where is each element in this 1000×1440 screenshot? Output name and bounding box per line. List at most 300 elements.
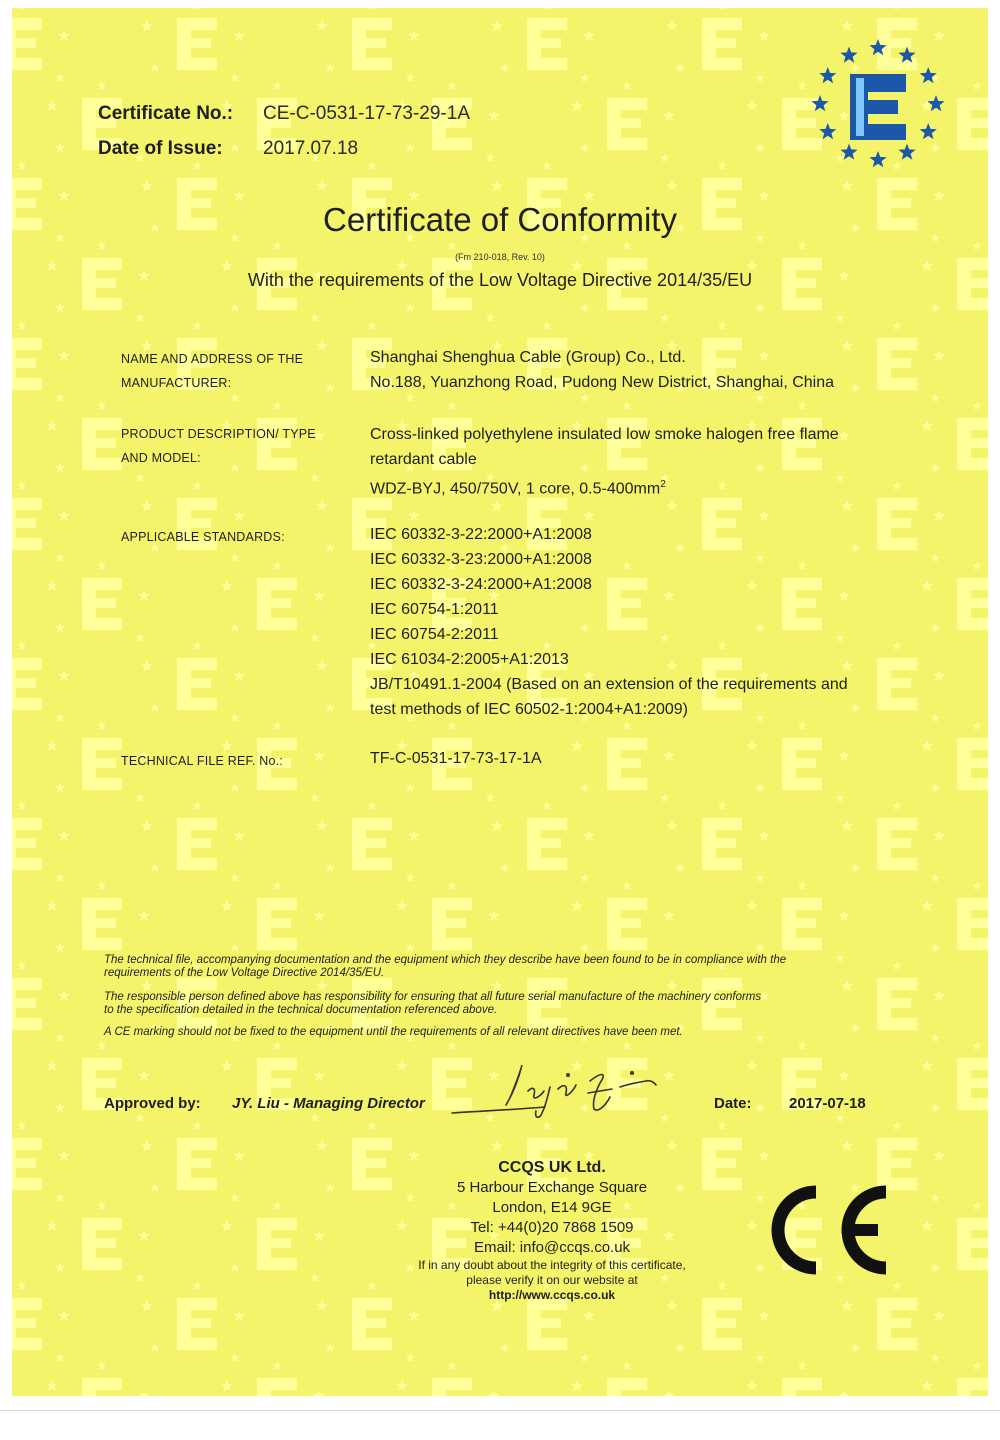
watermark-star — [141, 20, 152, 31]
ce-marking-note: A CE marking should not be fixed to the equipment until the requirements of all relevant directives have been met. — [104, 1026, 683, 1038]
watermark-star — [313, 1390, 324, 1396]
watermark-star — [192, 1121, 202, 1130]
watermark-e — [82, 578, 122, 630]
watermark-star — [850, 863, 860, 872]
watermark-star — [325, 1183, 335, 1192]
approver-name: JY. Liu - Managing Director — [232, 1095, 425, 1112]
watermark-star — [135, 1113, 145, 1122]
product-value — [370, 422, 839, 501]
watermark-e — [352, 818, 392, 870]
watermark-star — [396, 900, 407, 911]
watermark-star — [17, 481, 27, 490]
watermark-star — [141, 980, 152, 991]
watermark-star — [150, 703, 160, 712]
watermark-star — [797, 721, 807, 730]
watermark-star — [97, 1201, 107, 1210]
watermark-star — [491, 20, 502, 31]
watermark-star — [17, 161, 27, 170]
watermark-e — [12, 658, 42, 710]
watermark-e — [702, 1298, 742, 1350]
page-edge-line — [0, 1410, 1000, 1411]
issuer-website: http://www.ccqs.co.uk — [488, 1288, 616, 1302]
watermark-star — [580, 783, 590, 792]
form-reference: (Fm 210-018, Rev. 10) — [455, 252, 545, 262]
watermark-star — [583, 1310, 594, 1321]
watermark-star — [221, 900, 232, 911]
watermark-star — [580, 873, 590, 882]
watermark-star — [46, 1220, 57, 1231]
watermark-star — [17, 8, 27, 10]
watermark-star — [272, 81, 282, 90]
ce-mark-icon — [756, 1180, 896, 1280]
watermark-star — [930, 1193, 940, 1202]
watermark-star — [46, 740, 57, 751]
watermark-star — [663, 1390, 674, 1396]
watermark-star — [316, 660, 327, 671]
watermark-e — [82, 1218, 122, 1270]
watermark-star — [892, 1121, 902, 1130]
watermark-star — [230, 623, 240, 632]
watermark-star — [272, 1201, 282, 1210]
watermark-star — [135, 633, 145, 642]
watermark-star — [580, 303, 590, 312]
watermark-star — [583, 510, 594, 521]
logo-star-icon — [869, 39, 886, 55]
watermark-star — [892, 481, 902, 490]
watermark-star — [921, 740, 932, 751]
watermark-star — [58, 190, 69, 201]
watermark-star — [233, 510, 244, 521]
watermark-star — [135, 313, 145, 322]
watermark-star — [97, 81, 107, 90]
watermark-e — [12, 18, 42, 70]
watermark-star — [58, 30, 69, 41]
watermark-star — [660, 1113, 670, 1122]
watermark-star — [408, 1310, 419, 1321]
watermark-star — [272, 241, 282, 250]
watermark-e — [957, 898, 988, 950]
logo-star-icon — [819, 67, 836, 83]
standard-item: IEC 60754-2:2011 — [370, 626, 499, 643]
watermark-star — [313, 750, 324, 761]
verification-note: please verify it on our website at — [466, 1273, 638, 1287]
watermark-e — [877, 818, 917, 870]
watermark-star — [666, 980, 677, 991]
watermark-star — [316, 20, 327, 31]
watermark-star — [230, 1193, 240, 1202]
watermark-star — [141, 180, 152, 191]
watermark-star — [542, 321, 552, 330]
watermark-e — [782, 898, 822, 950]
watermark-star — [933, 190, 944, 201]
watermark-star — [233, 1310, 244, 1321]
watermark-star — [755, 943, 765, 952]
watermark-star — [797, 81, 807, 90]
product-label — [121, 422, 316, 470]
watermark-star — [55, 303, 65, 312]
watermark-star — [310, 1273, 320, 1282]
note-line: The technical file, accompanying documentation and the equipment which they describe have been found to be in compliance with the — [104, 954, 787, 966]
watermark-star — [758, 1310, 769, 1321]
logo-star-icon — [840, 47, 857, 63]
manufacturer-label — [121, 347, 303, 395]
watermark-e — [257, 898, 297, 950]
issuer-telephone: Tel: +44(0)20 7868 1509 — [470, 1219, 634, 1236]
watermark-star — [755, 1353, 765, 1362]
watermark-e — [12, 818, 42, 870]
watermark-star — [97, 1361, 107, 1370]
watermark-star — [717, 8, 727, 10]
watermark-star — [58, 1310, 69, 1321]
watermark-star — [663, 110, 674, 121]
watermark-star — [921, 1380, 932, 1391]
watermark-e — [607, 98, 647, 150]
watermark-star — [230, 73, 240, 82]
watermark-star — [447, 401, 457, 410]
watermark-e — [177, 18, 217, 70]
watermark-star — [310, 1113, 320, 1122]
watermark-star — [841, 180, 852, 191]
watermark-star — [316, 500, 327, 511]
watermark-star — [485, 313, 495, 322]
watermark-e — [82, 1378, 122, 1396]
watermark-star — [835, 793, 845, 802]
watermark-star — [97, 1041, 107, 1050]
watermark-e — [12, 338, 42, 390]
issuer-block — [352, 1158, 752, 1303]
watermark-star — [316, 820, 327, 831]
watermark-star — [55, 1033, 65, 1042]
watermark-star — [797, 1361, 807, 1370]
watermark-star — [746, 100, 757, 111]
responsibility-note — [104, 991, 974, 1017]
watermark-star — [838, 910, 849, 921]
watermark-star — [141, 1140, 152, 1151]
watermark-star — [55, 143, 65, 152]
logo-star-icon — [819, 123, 836, 139]
note-line: The responsible person defined above has responsibility for ensuring that all future serial manufacture of the machinery conforms — [104, 991, 762, 1003]
watermark-star — [230, 873, 240, 882]
technical-file-value: TF-C-0531-17-73-17-1A — [370, 750, 542, 767]
watermark-e — [432, 898, 472, 950]
watermark-star — [325, 543, 335, 552]
watermark-star — [972, 81, 982, 90]
watermark-star — [622, 721, 632, 730]
watermark-star — [850, 703, 860, 712]
watermark-star — [46, 900, 57, 911]
watermark-star — [972, 241, 982, 250]
watermark-star — [55, 943, 65, 952]
watermark-star — [55, 623, 65, 632]
watermark-star — [797, 241, 807, 250]
watermark-star — [930, 623, 940, 632]
watermark-star — [746, 1380, 757, 1391]
watermark-star — [660, 793, 670, 802]
watermark-star — [500, 1343, 510, 1352]
issuer-address: London, E14 9GE — [492, 1199, 612, 1216]
watermark-star — [325, 863, 335, 872]
watermark-e — [702, 18, 742, 70]
certificate-number-label: Certificate No.: — [98, 103, 234, 124]
watermark-e — [12, 1138, 42, 1190]
watermark-star — [230, 1263, 240, 1272]
watermark-star — [660, 313, 670, 322]
watermark-star — [138, 910, 149, 921]
watermark-star — [841, 1140, 852, 1151]
watermark-star — [491, 980, 502, 991]
watermark-star — [316, 1300, 327, 1311]
watermark-star — [230, 303, 240, 312]
watermark-e — [352, 1298, 392, 1350]
watermark-star — [758, 510, 769, 521]
watermark-star — [542, 8, 552, 10]
watermark-e — [607, 1378, 647, 1396]
watermark-star — [930, 1103, 940, 1112]
watermark-e — [527, 18, 567, 70]
watermark-star — [46, 100, 57, 111]
watermark-star — [55, 783, 65, 792]
watermark-star — [758, 190, 769, 201]
watermark-star — [663, 910, 674, 921]
watermark-star — [230, 783, 240, 792]
watermark-star — [797, 1041, 807, 1050]
standard-item: IEC 61034-2:2005+A1:2013 — [370, 651, 569, 668]
watermark-star — [921, 1060, 932, 1071]
watermark-star — [758, 30, 769, 41]
approval-date-label: Date: — [714, 1095, 752, 1112]
watermark-star — [930, 1353, 940, 1362]
document-title: Certificate of Conformity — [323, 201, 677, 238]
watermark-star — [367, 801, 377, 810]
watermark-star — [447, 881, 457, 890]
watermark-star — [97, 881, 107, 890]
watermark-star — [933, 1150, 944, 1161]
watermark-e — [877, 338, 917, 390]
watermark-star — [447, 81, 457, 90]
watermark-star — [17, 961, 27, 970]
logo-star-icon — [920, 67, 937, 83]
manufacturer-value — [370, 345, 834, 395]
watermark-e — [257, 1218, 297, 1270]
watermark-e — [957, 98, 988, 150]
logo-star-icon — [811, 95, 828, 111]
product-line: retardant cable — [370, 451, 477, 468]
watermark-star — [316, 980, 327, 991]
standard-item: IEC 60332-3-22:2000+A1:2008 — [370, 526, 592, 543]
watermark-star — [58, 830, 69, 841]
watermark-star — [367, 8, 377, 10]
watermark-star — [405, 873, 415, 882]
watermark-star — [930, 783, 940, 792]
watermark-star — [972, 1041, 982, 1050]
watermark-star — [571, 100, 582, 111]
watermark-e — [82, 418, 122, 470]
watermark-star — [233, 830, 244, 841]
watermark-star — [758, 830, 769, 841]
watermark-star — [666, 20, 677, 31]
watermark-star — [58, 510, 69, 521]
watermark-e — [527, 818, 567, 870]
watermark-star — [675, 863, 685, 872]
issuer-email: Email: info@ccqs.co.uk — [473, 1239, 631, 1256]
unit-superscript: 2 — [660, 479, 666, 490]
watermark-e — [527, 1298, 567, 1350]
technical-file-label: TECHNICAL FILE REF. No.: — [121, 754, 284, 768]
logo-star-icon — [869, 151, 886, 167]
watermark-star — [55, 1263, 65, 1272]
watermark-star — [367, 161, 377, 170]
watermark-star — [46, 1380, 57, 1391]
watermark-star — [316, 340, 327, 351]
watermark-star — [797, 401, 807, 410]
watermark-star — [55, 73, 65, 82]
watermark-star — [755, 303, 765, 312]
watermark-star — [230, 553, 240, 562]
watermark-star — [622, 1041, 632, 1050]
watermark-star — [313, 1070, 324, 1081]
watermark-star — [192, 8, 202, 10]
watermark-star — [746, 900, 757, 911]
watermark-star — [396, 1060, 407, 1071]
watermark-star — [755, 73, 765, 82]
watermark-e — [782, 1378, 822, 1396]
approval-date-value: 2017-07-18 — [789, 1095, 866, 1112]
watermark-star — [491, 180, 502, 191]
watermark-star — [622, 1361, 632, 1370]
watermark-star — [850, 383, 860, 392]
ce-e-stars-logo-icon — [808, 28, 948, 178]
watermark-star — [233, 30, 244, 41]
watermark-star — [892, 1281, 902, 1290]
watermark-e — [607, 738, 647, 790]
watermark-star — [17, 801, 27, 810]
watermark-star — [841, 1300, 852, 1311]
watermark-star — [666, 180, 677, 191]
watermark-star — [192, 161, 202, 170]
manufacturer-address: No.188, Yuanzhong Road, Pudong New District, Shanghai, China — [370, 374, 835, 391]
watermark-e — [257, 578, 297, 630]
watermark-star — [622, 401, 632, 410]
watermark-star — [150, 63, 160, 72]
watermark-star — [405, 143, 415, 152]
product-label-line: AND MODEL: — [121, 451, 201, 465]
standard-item: JB/T10491.1-2004 (Based on an extension of the requirements and — [370, 676, 848, 693]
watermark-star — [138, 1390, 149, 1396]
watermark-star — [542, 161, 552, 170]
watermark-star — [46, 580, 57, 591]
watermark-star — [325, 1343, 335, 1352]
watermark-e — [957, 1218, 988, 1270]
watermark-star — [233, 190, 244, 201]
standards-label: APPLICABLE STANDARDS: — [121, 530, 285, 544]
standard-item: test methods of IEC 60502-1:2004+A1:2009) — [370, 701, 688, 718]
watermark-star — [141, 660, 152, 671]
watermark-star — [622, 81, 632, 90]
watermark-e — [12, 978, 42, 1030]
watermark-star — [491, 1140, 502, 1151]
logo-star-icon — [840, 144, 857, 160]
watermark-star — [755, 1103, 765, 1112]
manufacturer-label-line: NAME AND ADDRESS OF THE — [121, 352, 304, 366]
watermark-star — [313, 590, 324, 601]
watermark-e — [607, 898, 647, 950]
watermark-star — [46, 1060, 57, 1071]
watermark-star — [717, 801, 727, 810]
watermark-star — [221, 1220, 232, 1231]
watermark-star — [930, 463, 940, 472]
watermark-star — [405, 943, 415, 952]
watermark-star — [221, 1060, 232, 1071]
watermark-star — [675, 63, 685, 72]
watermark-e — [957, 418, 988, 470]
issuer-address: 5 Harbour Exchange Square — [456, 1179, 648, 1196]
watermark-star — [892, 8, 902, 10]
watermark-star — [138, 590, 149, 601]
watermark-star — [408, 510, 419, 521]
watermark-star — [447, 721, 457, 730]
watermark-star — [491, 820, 502, 831]
watermark-star — [933, 830, 944, 841]
watermark-star — [930, 943, 940, 952]
watermark-star — [405, 73, 415, 82]
issue-date-label: Date of Issue: — [98, 138, 223, 159]
watermark-star — [666, 820, 677, 831]
watermark-star — [580, 73, 590, 82]
verification-note: If in any doubt about the integrity of this certificate, — [418, 1258, 686, 1272]
watermark-star — [485, 793, 495, 802]
watermark-star — [972, 561, 982, 570]
watermark-star — [758, 1150, 769, 1161]
watermark-star — [325, 703, 335, 712]
watermark-star — [583, 830, 594, 841]
watermark-star — [272, 881, 282, 890]
watermark-star — [141, 820, 152, 831]
watermark-star — [850, 1343, 860, 1352]
watermark-star — [921, 1220, 932, 1231]
issuer-name: CCQS UK Ltd. — [498, 1159, 606, 1176]
watermark-star — [408, 830, 419, 841]
note-line: to the specification detailed in the technical documentation referenced above. — [104, 1004, 498, 1016]
watermark-star — [310, 633, 320, 642]
watermark-star — [717, 1121, 727, 1130]
watermark-star — [272, 561, 282, 570]
watermark-star — [58, 1150, 69, 1161]
watermark-star — [755, 873, 765, 882]
watermark-star — [55, 1353, 65, 1362]
watermark-e — [702, 818, 742, 870]
watermark-star — [150, 863, 160, 872]
watermark-star — [150, 1183, 160, 1192]
watermark-star — [485, 153, 495, 162]
watermark-star — [921, 420, 932, 431]
watermark-star — [55, 463, 65, 472]
watermark-star — [622, 241, 632, 250]
watermark-star — [580, 1353, 590, 1362]
watermark-star — [571, 1380, 582, 1391]
watermark-e — [432, 1378, 472, 1396]
watermark-star — [405, 303, 415, 312]
watermark-star — [933, 510, 944, 521]
watermark-star — [447, 241, 457, 250]
watermark-e — [877, 498, 917, 550]
product-model: WDZ-BYJ, 450/750V, 1 core, 0.5-400mm — [370, 480, 661, 498]
watermark-star — [892, 321, 902, 330]
watermark-star — [46, 420, 57, 431]
product-model-line — [370, 472, 839, 501]
watermark-star — [192, 321, 202, 330]
watermark-star — [447, 1361, 457, 1370]
watermark-star — [325, 63, 335, 72]
